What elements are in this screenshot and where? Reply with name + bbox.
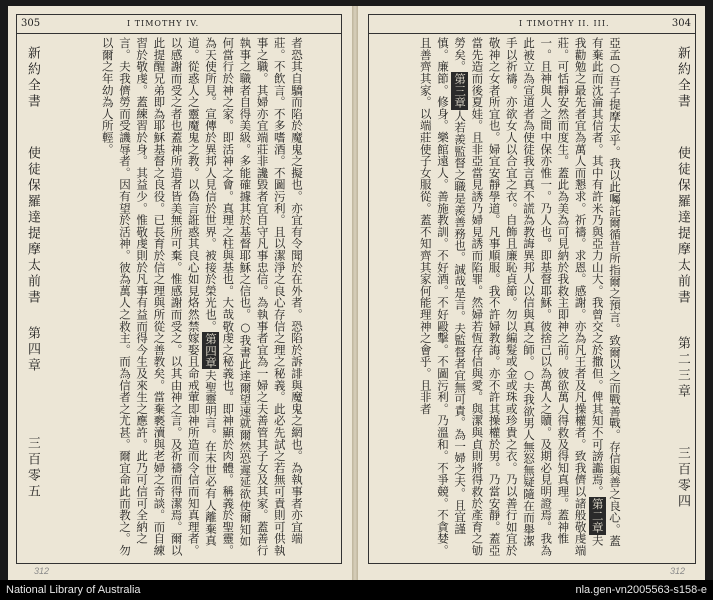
right-body-part1: 亞孟○吾子提摩太乎。我以此囑託爾循昔所指爾之預言。致爾以之而戰善戰。存信與善之良心。蓋有棄此而沈淪其信者。其中有許米乃與亞力山大。我曾交之於撒但。俾其知不可謗讟焉。: [590, 37, 622, 547]
right-side-chapter: 第二三章: [675, 336, 690, 400]
left-running-title: I TIMOTHY IV.: [127, 19, 200, 28]
book-spread: [8, 6, 705, 580]
footer-bar: [0, 580, 713, 600]
left-body-before: 者恐其自驕而陷於魔鬼之擬也。亦宜有令聞於在外者。恐陷於訴誹與魔鬼之網也。為執事者亦宜端莊。不飲言。不多嗜酒。不圖污利。且以潔淨之良心存信之理之秘義。此必先試之若無可責則可供執事之職。其婦亦宜端莊非讒毀者宜自守凡事忠信。為執事者宜為一婦之夫善管其子女及其家。蓋善行執事之職者自得美級。多能確據其於基督耶穌之信也。○我書此達爾望速就爾然恐遲延欲使爾知如何當行於神之家。即活神之會。真理之柱與基也。大哉敬虔之秘義也。即神顯於肉體。稱義於聖靈。為天使所見。宣傳於異邦人見信於世界。被接於榮光也。: [203, 37, 304, 557]
left-side-book: 使徒保羅達提摩太前書: [25, 146, 40, 306]
right-page: [358, 6, 705, 580]
left-page-frame: [16, 14, 342, 564]
right-body-part3: 人若羨監督之職是羨善務也。誠哉是言。夫監督者宜無可責。為一婦之夫。且宜謹慎。廉節。修身。樂館遠人。善施教訓。不好酒。不好毆擊。不圖污利。乃溫和。不爭競。不貪婪。且善齊其家。以端莊使子女服從。蓋不知齊其家何能理神之會乎。且非者: [418, 37, 468, 557]
left-side-chapter: 第四章: [25, 326, 40, 374]
left-side-title: 新約全書: [25, 46, 40, 110]
right-page-number: 304: [671, 18, 691, 29]
right-running-title: I TIMOTHY II. III.: [519, 19, 610, 28]
footer-item-id: nla.gen-vn2005563-s158-e: [575, 584, 707, 596]
right-chapter-mark-2: 第二章: [589, 497, 606, 534]
right-body-part2: 夫我勸勉之最先者宜為萬人而懇求。祈禱。求恩。感謝。亦為凡王者及凡操權者。致我儕以諸般敬虔端莊。可恬靜安然而度生。蓋此為美為可見納於我救主即神之前。彼欲萬人得救及得知真理。蓋神惟一。且神與人之間中保亦惟一。乃人也。即基督耶穌。彼捨己以為萬人之贖。及期必見明證焉。我為此被立為宣道者為使徒我言真不謊為教誨異邦人以信與真之師。○夫我欲男人無怒無疑隨在而舉潔手以祈禱。亦欲女人以合宜之衣。自飾且廉恥貞節。勿以編髮或金或珠或珍貴之衣。乃以善行如宜於敬神之女者所宜也。婦宜安靜學道。凡事順服。我不許婦教誨。亦不許其操權於男。乃當安靜。蓋亞當先造而後夏娃。且非亞當見誘乃婦見誘而陷罪。然婦若恆存信與愛。與潔與貞則將得救於產育之劬勞矣。: [453, 37, 605, 557]
left-pencil-note: 312: [34, 566, 50, 576]
left-page-number: 305: [21, 18, 41, 29]
right-page-frame: [368, 14, 696, 564]
right-side-title: 新約全書: [675, 46, 690, 110]
right-header: [369, 15, 695, 34]
right-side-folio: 三百零四: [675, 446, 690, 510]
right-pencil-note: 312: [669, 566, 685, 576]
footer-library-name: National Library of Australia: [6, 584, 141, 596]
left-body-after: 夫聖靈明言。在末世必有人離棄真道。從惑人之靈魔鬼之教。以偽言誑惑其良心如見烙然禁嫁娶且命戒葷即神所造而令信而知真理者。以感謝而受之者也蓋神所造者皆美無所可棄。惟感謝而受之。以其由神之言。及祈禱而得潔焉。爾以此提醒兄弟即為耶穌基督之良役。已長育於信之理與所從之善教矣。當棄褻瀆與老婦之奇談。而自練習於敬虔。蓋練習於身。其益少。惟敬虔則於凡事有益而得今生及來生之應許。此乃可信可全納之言。夫我儕勞而受譏辱者。因有望於活神。彼為萬人之救主。而為信者之尤甚。爾宜命此而教之。勿以爾之年幼為人所輕。: [100, 37, 218, 557]
right-body-text: [377, 37, 623, 557]
right-chapter-mark-3: 第三章: [451, 72, 468, 109]
left-side-folio: 三百零五: [25, 436, 40, 500]
right-side-book: 使徒保羅達提摩太前書: [675, 146, 690, 306]
left-header: [17, 15, 341, 34]
left-chapter-mark: 第四章: [202, 332, 219, 369]
left-page: [8, 6, 353, 580]
left-body-text: [73, 37, 305, 557]
